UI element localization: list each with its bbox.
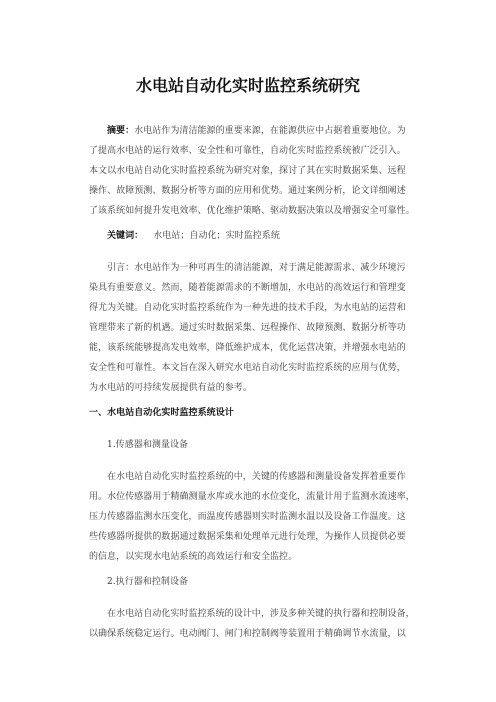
abstract-text: 水电站作为清洁能源的重要来源，在能源供应中占据着重要地位。为 bbox=[134, 126, 406, 136]
intro-line-2: 染具有重要意义。然而，随着能源需求的不断增加，水电站的高效运行和管理变 bbox=[89, 283, 406, 293]
sub1-line-4: 些传感器所提供的数据通过数据采集和处理单元进行处理，为操作人员提供必要 bbox=[89, 532, 406, 542]
sub1-line-3: 压力传感器监测水压变化，而温度传感器则实时监测水温以及设备工作温度。这 bbox=[89, 512, 406, 522]
intro-line-4: 管理带来了新的机遇。通过实时数据采集、远程操作、故障预测、数据分析等功 bbox=[89, 323, 406, 333]
abstract-block bbox=[89, 121, 415, 221]
sub1-line-1: 在水电站自动化实时监控系统的中，关键的传感器和测量设备发挥着重要作 bbox=[107, 472, 406, 482]
subsection-1-body bbox=[89, 467, 415, 567]
abstract-line-4: 操作、故障预测、数据分析等方面的应用和优势。通过案例分析，论文详细阐述 bbox=[89, 186, 406, 196]
abstract-line-1 bbox=[89, 121, 407, 141]
subsection-2-heading-block bbox=[89, 572, 407, 592]
keywords-label: 关键词： bbox=[107, 231, 144, 241]
abstract-line-2: 了提高水电站的运行效率、安全性和可靠性，自动化实时监控系统被广泛引入。 bbox=[89, 146, 406, 156]
sub1-line-5: 的信息，以实现水电站系统的高效运行和安全监控。 bbox=[89, 552, 298, 562]
subsection-2-body bbox=[89, 604, 415, 644]
sub2-line-2: 以确保系统稳定运行。电动阀门、闸门和控制阀等装置用于精确调节水流量，以 bbox=[89, 629, 406, 639]
intro-block bbox=[89, 258, 407, 398]
intro-line-1: 引言：水电站作为一种可再生的清洁能源，对于满足能源需求、减少环境污 bbox=[107, 263, 406, 273]
subsection-heading: 2.执行器和控制设备 bbox=[107, 577, 189, 587]
abstract-line-3: 本文以水电站自动化实时监控系统为研究对象，探讨了其在实时数据采集、远程 bbox=[89, 166, 406, 176]
keywords-block bbox=[89, 226, 407, 246]
subsection-1-heading-block bbox=[89, 435, 407, 455]
section-1-heading-block bbox=[89, 403, 407, 423]
paper-title: 水电站自动化实时监控系统研究 bbox=[135, 76, 360, 95]
abstract-label: 摘要： bbox=[107, 126, 135, 136]
intro-line-7: 为水电站的可持续发展提供有益的参考。 bbox=[89, 383, 252, 393]
sub2-line-1: 在水电站自动化实时监控系统的设计中，涉及多种关键的执行器和控制设备， bbox=[107, 609, 415, 619]
intro-line-5: 能，该系统能够提高发电效率，降低维护成本，优化运营决策，并增强水电站的 bbox=[89, 343, 406, 353]
keywords-values: 水电站；自动化；实时监控系统 bbox=[153, 231, 280, 241]
intro-line-6: 安全性和可靠性。本文旨在深入研究水电站自动化实时监控系统的应用与优势， bbox=[89, 363, 406, 373]
sub1-line-2: 用。水位传感器用于精确测量水库或水池的水位变化，流量计用于监测水流速率， bbox=[89, 492, 415, 502]
abstract-line-5: 了该系统如何提升发电效率、优化维护策略、驱动数据决策以及增强安全可靠性。 bbox=[89, 206, 415, 216]
keywords-line bbox=[89, 226, 407, 246]
subsection-heading: 1.传感器和测量设备 bbox=[107, 440, 189, 450]
intro-line-3: 得尤为关键。自动化实时监控系统作为一种先进的技术手段，为水电站的运营和 bbox=[89, 303, 406, 313]
section-heading: 一、水电站自动化实时监控系统设计 bbox=[89, 408, 234, 418]
